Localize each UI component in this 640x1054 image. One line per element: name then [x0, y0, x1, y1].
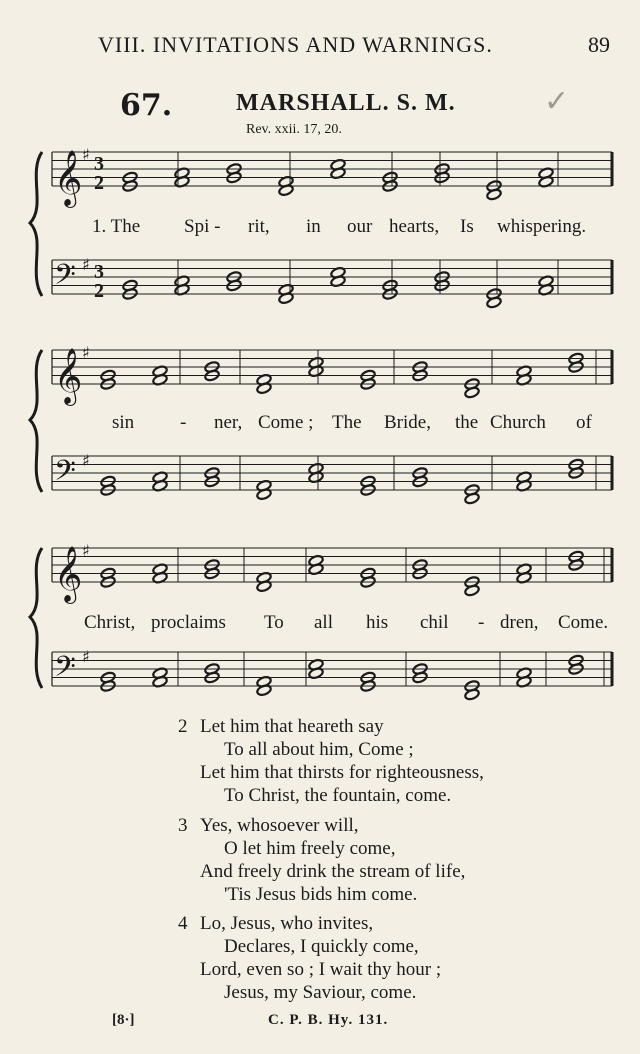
system-brace [30, 350, 42, 492]
lyric-word: in [306, 216, 321, 237]
verse-line: Jesus, my Saviour, come. [224, 982, 417, 1003]
time-signature-bottom: 2 [94, 172, 104, 194]
system-brace [30, 548, 42, 688]
verse-line: To all about him, Come ; [224, 739, 414, 760]
lyric-word: Come. [558, 612, 609, 633]
lyric-word: the [455, 412, 479, 433]
page-number: 89 [588, 32, 610, 57]
lyric-word: - [478, 612, 485, 633]
lyric-word: Is [460, 216, 474, 237]
verse-line: O let him freely come, [224, 838, 396, 859]
lyric-word: - [180, 412, 187, 433]
system-brace [30, 152, 42, 296]
treble-clef-icon: 𝄞 [54, 150, 83, 206]
lyric-word: 1. The [92, 216, 141, 237]
bass-clef-icon: 𝄢 [54, 650, 76, 691]
lyric-word: Bride, [384, 412, 431, 433]
lyric-word: his [366, 612, 389, 633]
bass-clef-icon: 𝄢 [54, 454, 76, 495]
sharp-key-signature: ♯ [82, 647, 90, 666]
lyric-word: proclaims [151, 612, 226, 633]
source-reference: C. P. B. Hy. 131. [268, 1012, 389, 1028]
lyric-word: Come ; [258, 412, 314, 433]
lyric-word: whispering. [497, 216, 587, 237]
lyric-word: To [264, 612, 284, 633]
verse-line: To Christ, the fountain, come. [224, 785, 452, 806]
lyric-word: chil [420, 612, 449, 633]
stanza-number: 4 [178, 913, 188, 934]
verse-line: Lo, Jesus, who invites, [200, 913, 374, 934]
lyric-word: Church [490, 412, 546, 433]
sharp-key-signature: ♯ [82, 451, 90, 470]
lyric-word: sin [112, 412, 135, 433]
verse-line: Lord, even so ; I wait thy hour ; [200, 959, 442, 980]
sharp-key-signature: ♯ [82, 541, 90, 560]
lyric-word: ner, [214, 412, 243, 433]
lyric-word: of [576, 412, 592, 433]
scripture-reference: Rev. xxii. 17, 20. [246, 122, 342, 137]
verse-line: And freely drink the stream of life, [200, 861, 466, 882]
stanza-number: 3 [178, 815, 188, 836]
section-title: VIII. INVITATIONS AND WARNINGS. [98, 32, 493, 57]
time-signature-bottom: 2 [94, 280, 104, 302]
tune-name: MARSHALL. S. M. [236, 90, 456, 116]
sharp-key-signature: ♯ [82, 343, 90, 362]
verse-line: Yes, whosoever will, [200, 815, 359, 836]
sharp-key-signature: ♯ [82, 145, 90, 164]
verse-line: Let him that thirsts for righteousness, [200, 762, 484, 783]
check-mark-icon: ✓ [544, 84, 570, 119]
lyric-word: our [347, 216, 373, 237]
verse-line: 'Tis Jesus bids him come. [224, 884, 418, 905]
treble-clef-icon: 𝄞 [54, 348, 83, 404]
lyric-word: Christ, [84, 612, 136, 633]
signature-mark: [8·] [112, 1012, 135, 1028]
lyric-word: Spi - [184, 216, 221, 237]
lyric-word: all [314, 612, 333, 633]
lyric-word: dren, [500, 612, 539, 633]
lyric-word: The [332, 412, 362, 433]
bass-clef-icon: 𝄢 [54, 258, 76, 299]
time-signature-top: 3 [94, 153, 104, 175]
lyric-word: rit, [248, 216, 270, 237]
time-signature-top: 3 [94, 261, 104, 283]
treble-clef-icon: 𝄞 [54, 546, 83, 602]
hymn-number: 67. [120, 88, 173, 123]
verse-line: Declares, I quickly come, [224, 936, 419, 957]
sharp-key-signature: ♯ [82, 255, 90, 274]
lyric-word: hearts, [389, 216, 440, 237]
verse-line: Let him that heareth say [200, 716, 384, 737]
stanza-number: 2 [178, 716, 188, 737]
